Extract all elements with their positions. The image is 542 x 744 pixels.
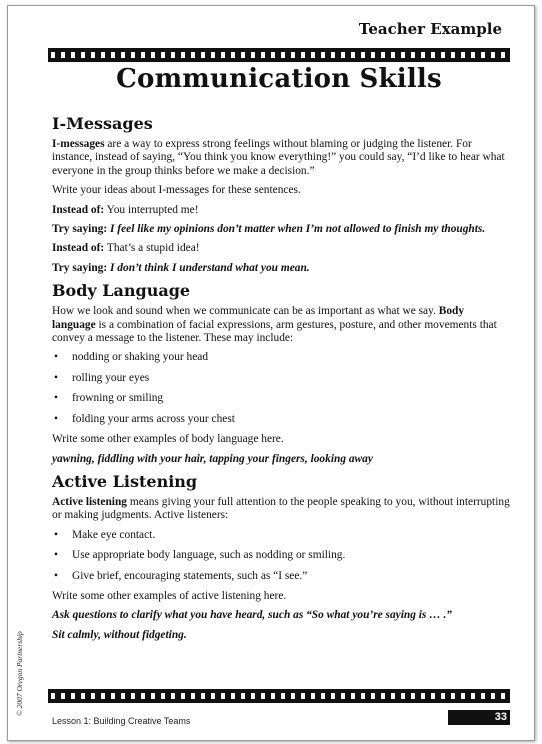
list-item: • folding your arms across your chest xyxy=(54,412,235,425)
example-2: Instead of: That’s a stupid idea! xyxy=(52,242,200,255)
active-listening-answer-1: Ask questions to clarify what you have heard, such as “So what you’re saying is … .” xyxy=(52,609,452,622)
i-messages-intro: I-messages are a way to express strong feelings without blaming or judging the listener. For instance, instead of saying, “You think you know everything!” you could say, “I’d like to hear what everyone in the group thinks before we make a decision.” xyxy=(52,138,505,177)
active-listening-answer-2: Sit calmly, without fidgeting. xyxy=(52,628,187,641)
heading-active-listening: Active Listening xyxy=(52,471,198,491)
lesson-footer: Lesson 1: Building Creative Teams xyxy=(52,716,191,726)
section-active-listening xyxy=(52,472,510,642)
try-saying-1: Try saying: I feel like my opinions don’t matter when I’m not allowed to finish my thoughts. xyxy=(52,223,486,236)
list-item: • frowning or smiling xyxy=(54,392,164,405)
teacher-example-label: Teacher Example xyxy=(358,20,502,38)
page-number: 33 xyxy=(494,711,507,723)
heading-body-language: Body Language xyxy=(52,281,191,301)
active-listening-prompt: Write some other examples of active listening here. xyxy=(52,589,287,602)
list-item: • Use appropriate body language, such as nodding or smiling. xyxy=(54,549,346,562)
term-i-messages: I-messages xyxy=(52,138,105,150)
body-language-list xyxy=(52,351,510,426)
active-listening-list xyxy=(52,529,510,583)
body-language-intro: How we look and sound when we communicate can be as important as what we say. Body language is a combination of facial expressions, arm gestures, posture, and other movements that convey a message to the listener. These may include: xyxy=(52,305,497,345)
document-page xyxy=(7,5,535,741)
copyright-notice: © 2007 Oregon Partnership xyxy=(15,631,24,716)
list-item: • Make eye contact. xyxy=(54,528,156,541)
i-messages-prompt: Write your ideas about I-messages for these sentences. xyxy=(52,184,301,197)
list-item: • rolling your eyes xyxy=(54,371,150,384)
list-item: • nodding or shaking your head xyxy=(54,351,209,364)
page-title: Communication Skills xyxy=(116,64,442,94)
page-content xyxy=(52,114,510,648)
try-saying-2: Try saying: I don’t think I understand what you mean. xyxy=(52,261,310,274)
film-strip-top xyxy=(48,48,510,62)
section-i-messages xyxy=(52,114,510,275)
body-language-answer: yawning, fiddling with your hair, tapping your fingers, looking away xyxy=(52,452,373,465)
body-language-prompt: Write some other examples of body language here. xyxy=(52,433,284,446)
active-listening-intro: Active listening means giving your full attention to the people speaking to you, without interrupting or making judgments. Active listeners: xyxy=(52,495,510,522)
film-strip-bottom xyxy=(48,689,510,703)
section-body-language xyxy=(52,281,510,466)
page-number-bar xyxy=(448,710,510,725)
heading-i-messages: I-Messages xyxy=(52,114,153,133)
list-item: • Give brief, encouraging statements, such as “I see.” xyxy=(54,569,308,582)
example-1: Instead of: You interrupted me! xyxy=(52,203,199,216)
